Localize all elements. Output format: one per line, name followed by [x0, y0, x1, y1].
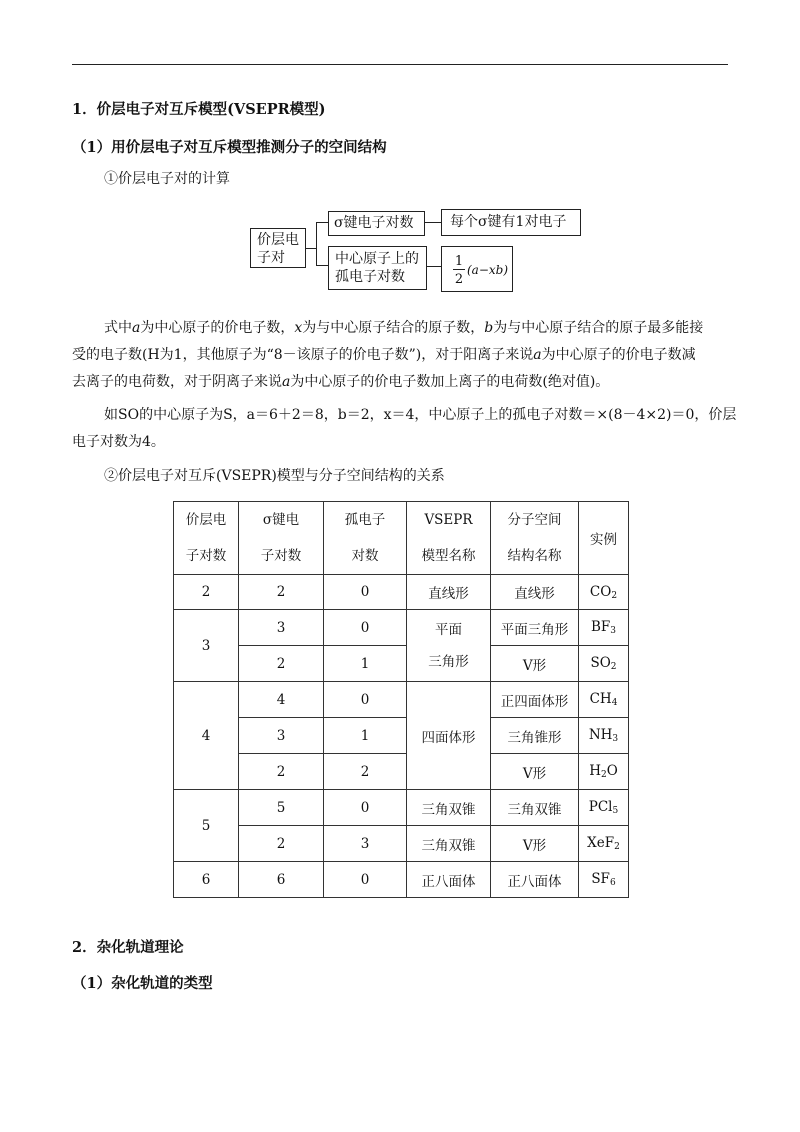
cell-sigma-pairs: 2 — [239, 575, 324, 610]
cell-example: $CH_4$ — [579, 682, 629, 718]
cell-lone-pairs: 1 — [324, 718, 407, 754]
header-lone-pairs: 孤电子 对数 — [324, 502, 407, 575]
connector-top — [316, 222, 328, 223]
cell-valence-pairs: 5 — [174, 790, 239, 862]
cell-lone-pairs: 1 — [324, 646, 407, 682]
cell-molecular-shape: 三角双锥 — [491, 790, 579, 826]
cell-sigma-pairs: 4 — [239, 682, 324, 718]
cell-example: XeF$_2$ — [579, 826, 629, 862]
diagram-root-line1: 价层电 — [257, 232, 299, 248]
para2-line2: 电子对数为4。 — [72, 434, 165, 450]
formula-box — [441, 246, 513, 292]
cell-lone-pairs: 3 — [324, 826, 407, 862]
table-row — [174, 610, 629, 646]
cell-sigma-pairs: 2 — [239, 826, 324, 862]
cell-example: $SO_2$ — [579, 646, 629, 682]
cell-example: PCl$_5$ — [579, 790, 629, 826]
table-row — [174, 718, 629, 754]
cell-molecular-shape: 正四面体形 — [491, 682, 579, 718]
cell-lone-pairs: 2 — [324, 754, 407, 790]
sigma-desc-box: 每个σ键有1对电子 — [441, 209, 581, 236]
cell-sigma-pairs: 3 — [239, 610, 324, 646]
cell-valence-pairs: 2 — [174, 575, 239, 610]
cell-valence-pairs: 4 — [174, 682, 239, 790]
cell-molecular-shape: V形 — [491, 646, 579, 682]
cell-lone-pairs: 0 — [324, 575, 407, 610]
cell-molecular-shape: 三角锥形 — [491, 718, 579, 754]
cell-example: $SF_6$ — [579, 862, 629, 898]
formula-denominator: 2 — [454, 272, 464, 287]
subsection-2-title: （1）杂化轨道的类型 — [72, 975, 213, 992]
cell-example: $CO_2$ — [579, 575, 629, 610]
cell-vsepr-model: 三角双锥 — [407, 826, 491, 862]
table-row — [174, 826, 629, 862]
diagram-root-line2: 子对 — [257, 250, 285, 266]
cell-molecular-shape: V形 — [491, 826, 579, 862]
cell-molecular-shape: 平面三角形 — [491, 610, 579, 646]
table-row — [174, 790, 629, 826]
cell-example: $BF_3$ — [579, 610, 629, 646]
connector-bottom — [316, 265, 328, 266]
cell-lone-pairs: 0 — [324, 862, 407, 898]
header-molecular-shape: 分子空间 结构名称 — [491, 502, 579, 575]
cell-valence-pairs: 6 — [174, 862, 239, 898]
header-example: 实例 — [579, 502, 629, 575]
cell-sigma-pairs: 2 — [239, 754, 324, 790]
cell-molecular-shape: 直线形 — [491, 575, 579, 610]
sigma-pair-box: σ键电子对数 — [328, 211, 425, 236]
cell-vsepr-model: 四面体形 — [407, 682, 491, 790]
header-rule — [72, 64, 728, 65]
header-sigma-pairs: σ键电 子对数 — [239, 502, 324, 575]
diagram-root-box — [250, 228, 306, 268]
cell-vsepr-model: 正八面体 — [407, 862, 491, 898]
formula-numerator: 1 — [454, 254, 464, 269]
cell-lone-pairs: 0 — [324, 790, 407, 826]
section-1-title: 1．价层电子对互斥模型(VSEPR模型) — [72, 101, 326, 118]
cell-lone-pairs: 0 — [324, 682, 407, 718]
table-row — [174, 646, 629, 682]
cell-sigma-pairs: 2 — [239, 646, 324, 682]
table-row — [174, 575, 629, 610]
header-valence-pairs: 价层电 子对数 — [174, 502, 239, 575]
connector-root — [306, 248, 316, 249]
connector-vertical — [316, 222, 317, 266]
cell-vsepr-model: 直线形 — [407, 575, 491, 610]
cell-vsepr-model: 平面 三角形 — [407, 610, 491, 682]
para2-line1: 如SO的中心原子为S，a＝6＋2＝8，b＝2，x＝4，中心原子上的孤电子对数＝×(8－4×2)＝0，价层 — [104, 407, 737, 423]
cell-valence-pairs: 3 — [174, 610, 239, 682]
connector-sigma — [425, 222, 441, 223]
subsection-1-title: （1）用价层电子对互斥模型推测分子的空间结构 — [72, 139, 387, 156]
lone-pair-box — [328, 246, 427, 290]
formula-fraction-bar — [453, 269, 465, 270]
para1-line3: 去离子的电荷数，对于阴离子来说a为中心原子的价电子数加上离子的电荷数(绝对值)。 — [72, 374, 610, 390]
table-row — [174, 862, 629, 898]
connector-lone — [427, 266, 441, 267]
cell-example: $NH_3$ — [579, 718, 629, 754]
lone-pair-line2: 孤电子对数 — [335, 269, 405, 285]
cell-vsepr-model: 三角双锥 — [407, 790, 491, 826]
cell-molecular-shape: 正八面体 — [491, 862, 579, 898]
section-2-title: 2．杂化轨道理论 — [72, 939, 184, 956]
para1-line1: 式中a为中心原子的价电子数，x为与中心原子结合的原子数，b为与中心原子结合的原子最多能接 — [104, 320, 704, 336]
header-vsepr-model: VSEPR 模型名称 — [407, 502, 491, 575]
cell-lone-pairs: 0 — [324, 610, 407, 646]
item-2-label: ②价层电子对互斥(VSEPR)模型与分子空间结构的关系 — [104, 468, 445, 484]
table-header-row — [174, 502, 629, 575]
cell-example: $H_2O$ — [579, 754, 629, 790]
vsepr-table — [173, 501, 629, 898]
table-row — [174, 754, 629, 790]
table-row — [174, 682, 629, 718]
formula-expression: (a−xb) — [467, 263, 509, 277]
cell-molecular-shape: V形 — [491, 754, 579, 790]
cell-sigma-pairs: 3 — [239, 718, 324, 754]
lone-pair-line1: 中心原子上的 — [335, 251, 419, 267]
cell-sigma-pairs: 6 — [239, 862, 324, 898]
para1-line2: 受的电子数(H为1，其他原子为“8－该原子的价电子数”)，对于阳离子来说a为中心原子的价电子数减 — [72, 347, 696, 363]
item-1-label: ①价层电子对的计算 — [104, 171, 230, 187]
cell-sigma-pairs: 5 — [239, 790, 324, 826]
